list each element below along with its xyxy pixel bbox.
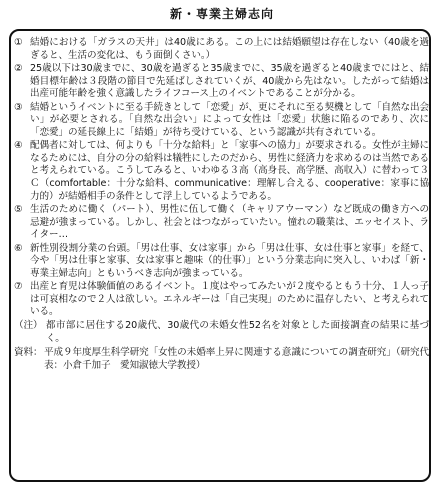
point-list: [14, 37, 429, 373]
note-text: 都市部に居住する20歳代、30歳代の未婚女性52名を対象とした面接調査の結果に基づく。: [46, 320, 429, 344]
list-item: [14, 140, 429, 203]
list-item: [14, 243, 429, 281]
item-number: ②: [14, 63, 23, 75]
item-number: ③: [14, 101, 23, 113]
item-number: ⑤: [14, 204, 23, 216]
item-text: 25歳以下は30歳までに、30歳を過ぎると35歳までに、35歳を過ぎると40歳までにはと、結婚目標年齢は３段階の節目で先延ばしされていくが、40歳から先はない。したがって結婚は出産可能年齢を強く意識したライフコース上のイベントであることが分かる。: [30, 63, 429, 100]
source-text: 平成９年度厚生科学研究「女性の未婚率上昇に関連する意識についての調査研究」（研究代表：小倉千加子 愛知淑徳大学教授）: [44, 347, 429, 371]
item-number: ①: [14, 37, 23, 48]
page-title: 新・専業主婦志向: [169, 7, 274, 21]
list-item: [14, 204, 429, 242]
note: [14, 320, 429, 345]
list-item: [14, 63, 429, 101]
item-text: 出産と育児は体験価値のあるイベント。１度はやってみたいが２度やるともう十分、１人っ子は可哀相なので２人は欲しい。エネルギーは「自己実現」のために温存したい、と考えられている。: [30, 281, 429, 318]
item-text: 新性別役割分業の台頭。「男は仕事、女は家事」から「男は仕事、女は仕事と家事」を経て、今や「男は仕事と家事、女は家事と趣味（的仕事）」という分業志向に突入し、いわば「新・専業主婦志向」ともいうべき志向が強まっている。: [30, 242, 429, 279]
item-text: 結婚というイベントに至る手続きとして「恋愛」が、更にそれに至る契機として「自然な出会い」が必要とされる。「自然な出会い」によって女性は「恋愛」状態に陥るのであり、次に「恋愛」の延長線上に「結婚」が待ち受けている、という認識が共有されている。: [30, 101, 429, 138]
item-number: ⑥: [14, 242, 23, 254]
note-label: （注）: [14, 320, 43, 332]
source: [14, 347, 429, 372]
item-text: 生活のために働く（パート）、男性に伍して働く（キャリアウーマン）など既成の働き方への忌避が強まっている。しかし、社会とはつながっていたい。憧れの職業は、エッセイスト、ライター…: [30, 204, 429, 241]
item-number: ⑦: [14, 281, 23, 293]
item-number: ④: [14, 140, 23, 152]
list-item: [14, 37, 429, 62]
list-item: [14, 102, 429, 140]
list-item: [14, 281, 429, 319]
item-text: 結婚における「ガラスの天井」は40歳にある。この上には結婚願望は存在しない（40歳を過ぎると、生活の変化は、もう面倒くさい。）: [30, 37, 429, 61]
item-text: 配偶者に対しては、何よりも「十分な給料」と「家事への協力」が要求される。女性が主婦になるためには、自分の分の給料は犠牲にしたのだから、男性に経済力を求めるのは当然であると考えられている。こうしてみると、いわゆる３高（高身長、高学歴、高収入）に替わって３Ｃ（comfortable：十分な給料、communicative：理解し合える、cooperative：家事に協力的）が結婚相手の条件として浮上しているようである。: [30, 140, 429, 202]
source-label: 資料：: [14, 347, 43, 359]
